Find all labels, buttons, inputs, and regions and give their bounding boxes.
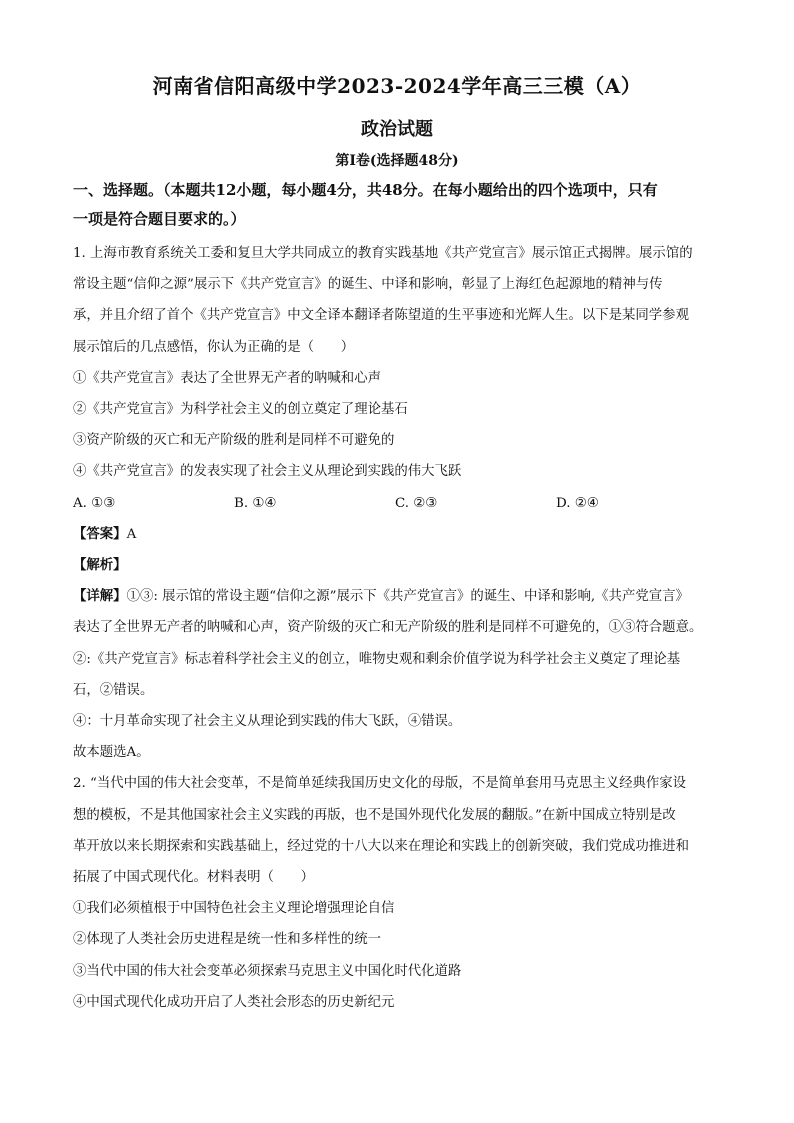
page-subtitle: 政治试题 [361, 119, 433, 140]
q1-stem-line: 承，并且介绍了首个《共产党宣言》中文全译本翻译者陈望道的生平事迹和光辉人生。以下是某同学参观 [73, 308, 689, 324]
q2-item: ③当代中国的伟大社会变革必须探索马克思主义中国化时代化道路 [73, 963, 462, 979]
analysis-label: 【解析】 [73, 557, 127, 574]
detail-text: ①③: 展示馆的常设主题“信仰之源”展示下《共产党宣言》的诞生、中译和影响,《共产党宣言》 [126, 589, 689, 605]
q1-detail-line: 石，②错误。 [73, 682, 154, 698]
section-heading: 第Ⅰ卷(选择题48分) [335, 153, 459, 169]
q1-item: ①《共产党宣言》表达了全世界无产者的呐喊和心声 [73, 370, 381, 386]
q2-stem-line: 拓展了中国式现代化。材料表明（ ） [73, 870, 315, 886]
q2-stem-line: 想的模板，不是其他国家社会主义实践的再版，也不是国外现代化发展的翻版。”在新中国成立特别是改 [73, 807, 676, 823]
q1-analysis [73, 550, 733, 581]
q2-item: ②体现了人类社会历史进程是统一性和多样性的统一 [73, 932, 381, 948]
q1-stem-line: 常设主题“信仰之源”展示下《共产党宣言》的诞生、中译和影响，彰显了上海红色起源地的精神与传 [73, 277, 663, 293]
q1-option-b: B. ①④ [234, 495, 277, 511]
q1-stem-line: 展示馆后的几点感悟，你认为正确的是（ ） [73, 339, 355, 355]
q1-detail-line: ②:《共产党宣言》标志着科学社会主义的创立，唯物史观和剩余价值学说为科学社会主义奠定了理论基 [73, 651, 681, 667]
answer-label: 【答案】 [73, 525, 127, 542]
instructions-line: 一、选择题。（本题共12小题，每小题4分，共48分。在每小题给出的四个选项中，只有 [73, 181, 658, 199]
q1-options [73, 488, 733, 519]
q2-stem-line: 革开放以来长期探索和实践基础上，经过党的十八大以来在理论和实践上的创新突破，我们党成功推进和 [73, 838, 689, 854]
q2-stem-line: 2. “当代中国的伟大社会变革，不是简单延续我国历史文化的母版，不是简单套用马克思主义经典作家设 [73, 776, 687, 792]
question-body [73, 238, 733, 1018]
page-title: 河南省信阳高级中学2023-2024学年高三三模（A） [152, 74, 642, 98]
q1-item: ③资产阶级的灭亡和无产阶级的胜利是同样不可避免的 [73, 433, 395, 449]
q2-item: ①我们必须植根于中国特色社会主义理论增强理论自信 [73, 901, 395, 917]
answer-value: A [126, 526, 137, 542]
q1-detail-line: 表达了全世界无产者的呐喊和心声，资产阶级的灭亡和无产阶级的胜利是同样不可避免的，①③符合题意。 [73, 620, 703, 636]
q1-answer [73, 519, 733, 550]
q2-item: ④中国式现代化成功开启了人类社会形态的历史新纪元 [73, 994, 395, 1010]
q1-item: ②《共产党宣言》为科学社会主义的创立奠定了理论基石 [73, 402, 408, 418]
instructions-line: 一项是符合题目要求的。） [73, 210, 246, 228]
instructions [73, 176, 723, 234]
detail-label: 【详解】 [73, 588, 127, 605]
q1-option-a: A. ①③ [73, 495, 116, 511]
q1-option-d: D. ②④ [556, 495, 599, 511]
q1-detail-line: 故本题选A。 [73, 745, 150, 761]
q1-item: ④《共产党宣言》的发表实现了社会主义从理论到实践的伟大飞跃 [73, 464, 462, 480]
q1-stem-line: 1. 上海市教育系统关工委和复旦大学共同成立的教育实践基地《共产党宣言》展示馆正式揭牌。展示馆的 [73, 246, 693, 261]
q1-detail-line: ④：十月革命实现了社会主义从理论到实践的伟大飞跃，④错误。 [73, 714, 462, 730]
q1-detail-line [73, 581, 733, 612]
q1-option-c: C. ②③ [395, 495, 438, 511]
